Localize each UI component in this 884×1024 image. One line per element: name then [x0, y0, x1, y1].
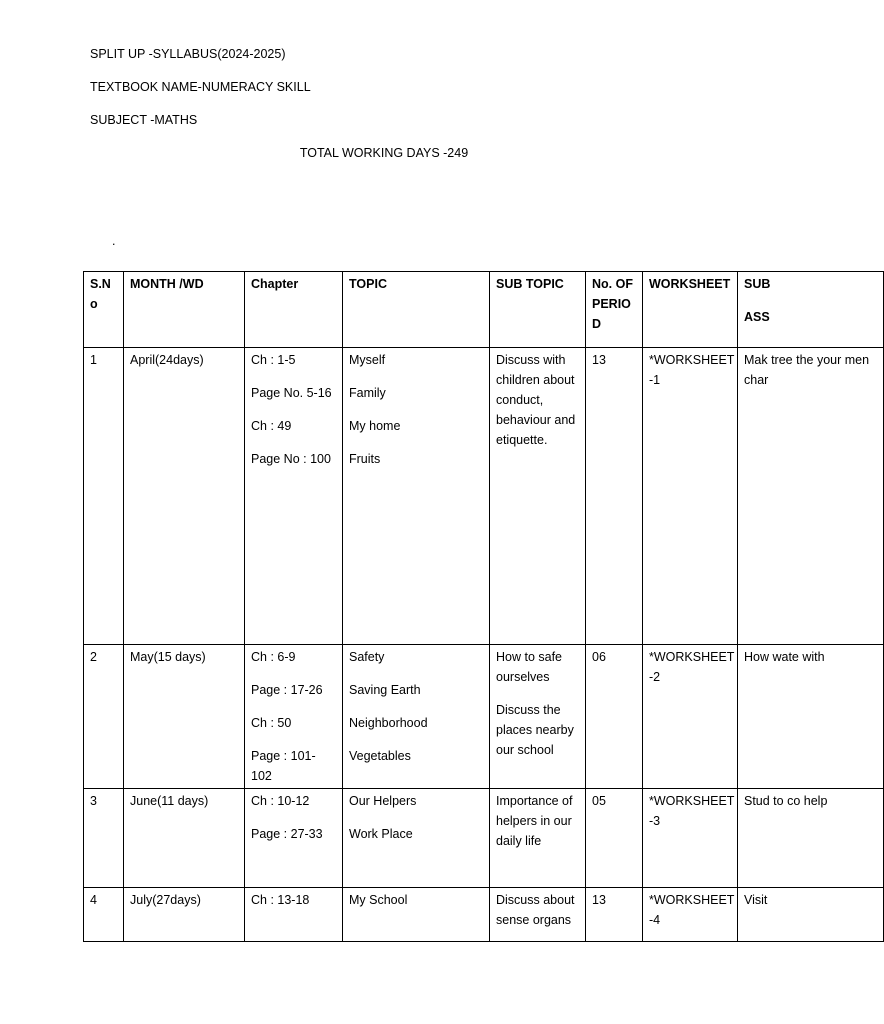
- cell-sno: 3: [84, 789, 124, 888]
- cell-topic: [343, 645, 490, 789]
- cell-subtopic: [490, 789, 586, 888]
- subject-name: SUBJECT -MATHS: [90, 113, 198, 127]
- header-subtopic: SUB TOPIC: [490, 272, 586, 348]
- cell-chapter: [245, 645, 343, 789]
- chapter-line: Page No : 100: [251, 452, 331, 466]
- table-row: [84, 348, 884, 645]
- syllabus-title: SPLIT UP -SYLLABUS(2024-2025): [90, 47, 286, 61]
- header-subject-assignment: [738, 272, 884, 348]
- topic-line: Neighborhood: [349, 716, 428, 730]
- header-subject-line1: SUB: [744, 277, 771, 291]
- chapter-line: Page : 101-102: [251, 749, 316, 783]
- cell-worksheet: *WORKSHEET -3: [643, 789, 738, 888]
- subtopic-text: Discuss the places nearby our school: [496, 703, 574, 757]
- textbook-name: TEXTBOOK NAME-NUMERACY SKILL: [90, 80, 311, 94]
- topic-line: Myself: [349, 353, 386, 367]
- chapter-line: Ch : 13-18: [251, 893, 310, 907]
- topic-line: Fruits: [349, 452, 381, 466]
- cell-sno: 4: [84, 888, 124, 942]
- header-periods: No. OF PERIOD: [586, 272, 643, 348]
- topic-line: Family: [349, 386, 386, 400]
- cell-chapter: [245, 888, 343, 942]
- chapter-line: Page No. 5-16: [251, 386, 332, 400]
- cell-topic: [343, 888, 490, 942]
- cell-assignment: How wate with: [738, 645, 884, 789]
- cell-chapter: [245, 789, 343, 888]
- cell-month: April(24days): [124, 348, 245, 645]
- table-row: [84, 888, 884, 942]
- topic-line: Our Helpers: [349, 794, 417, 808]
- cell-subtopic: [490, 888, 586, 942]
- header-worksheet: WORKSHEET: [643, 272, 738, 348]
- chapter-line: Ch : 1-5: [251, 353, 296, 367]
- table-row: [84, 645, 884, 789]
- cell-subtopic: [490, 348, 586, 645]
- header-month: MONTH /WD: [124, 272, 245, 348]
- header-subject-line2: ASS: [744, 310, 770, 324]
- cell-chapter: [245, 348, 343, 645]
- cell-worksheet: *WORKSHEET -2: [643, 645, 738, 789]
- cell-worksheet: *WORKSHEET -4: [643, 888, 738, 942]
- cell-sno: 2: [84, 645, 124, 789]
- topic-line: Vegetables: [349, 749, 411, 763]
- subtopic-text: How to safe ourselves: [496, 650, 563, 684]
- cell-periods: 13: [586, 348, 643, 645]
- topic-line: Safety: [349, 650, 385, 664]
- subtopic-text: Discuss about sense organs: [496, 893, 575, 927]
- chapter-line: Ch : 10-12: [251, 794, 310, 808]
- cell-assignment: Mak tree the your men char: [738, 348, 884, 645]
- cell-topic: [343, 348, 490, 645]
- chapter-line: Page : 17-26: [251, 683, 323, 697]
- chapter-line: Ch : 6-9: [251, 650, 296, 664]
- cell-periods: 13: [586, 888, 643, 942]
- subtopic-text: Importance of helpers in our daily life: [496, 794, 573, 848]
- cell-periods: 06: [586, 645, 643, 789]
- header-chapter: Chapter: [245, 272, 343, 348]
- subtopic-text: Discuss with children about conduct, behaviour and etiquette.: [496, 353, 576, 447]
- cell-assignment: Stud to co help: [738, 789, 884, 888]
- chapter-line: Ch : 50: [251, 716, 292, 730]
- syllabus-table-container: [83, 271, 870, 971]
- cell-assignment: Visit: [738, 888, 884, 942]
- topic-line: Saving Earth: [349, 683, 421, 697]
- stray-dot: .: [112, 234, 116, 248]
- cell-month: May(15 days): [124, 645, 245, 789]
- cell-topic: [343, 789, 490, 888]
- header-sno: S.No: [84, 272, 124, 348]
- cell-worksheet: *WORKSHEET -1: [643, 348, 738, 645]
- topic-line: My School: [349, 893, 408, 907]
- cell-sno: 1: [84, 348, 124, 645]
- cell-month: June(11 days): [124, 789, 245, 888]
- cell-month: July(27days): [124, 888, 245, 942]
- chapter-line: Ch : 49: [251, 419, 292, 433]
- syllabus-table: [83, 271, 884, 942]
- cell-periods: 05: [586, 789, 643, 888]
- header-topic: TOPIC: [343, 272, 490, 348]
- total-working-days: TOTAL WORKING DAYS -249: [299, 146, 469, 160]
- topic-line: My home: [349, 419, 401, 433]
- chapter-line: Page : 27-33: [251, 827, 323, 841]
- table-header-row: [84, 272, 884, 348]
- cell-subtopic: [490, 645, 586, 789]
- table-row: [84, 789, 884, 888]
- topic-line: Work Place: [349, 827, 413, 841]
